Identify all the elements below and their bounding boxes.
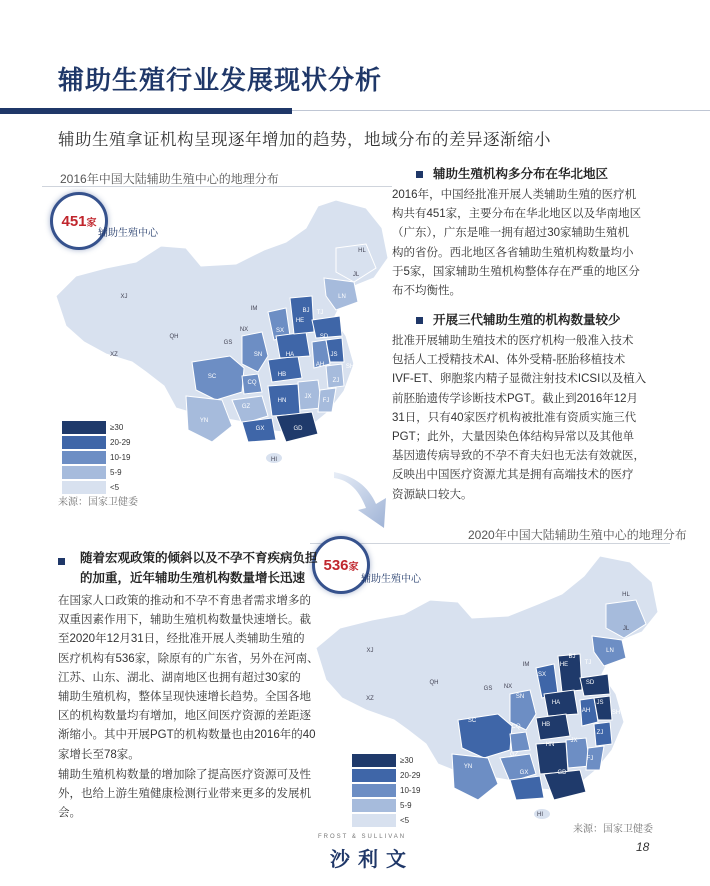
paragraph-line: 辅助生殖机构数量的增加除了提高医疗资源可及性 bbox=[58, 769, 311, 781]
legend-label: ≥30 bbox=[400, 756, 414, 765]
map-2020-badge bbox=[312, 536, 370, 594]
section1-heading bbox=[416, 164, 608, 182]
province-label-bj: BJ bbox=[302, 308, 310, 314]
province-label-js: JS bbox=[596, 700, 604, 706]
paragraph-line: 在国家人口政策的推动和不孕不育患者需求增多的 bbox=[58, 595, 311, 607]
map-2016-badge bbox=[50, 192, 108, 250]
page-subtitle: 辅助生殖拿证机构呈现逐年增加的趋势，地域分布的差异逐渐缩小 bbox=[58, 131, 551, 149]
province-label-hb: HB bbox=[541, 722, 551, 728]
map-2020-region-ha bbox=[544, 690, 578, 716]
paragraph-line: 前胚胎遗传学诊断技术PGT。截止到2016年12月 bbox=[392, 392, 639, 405]
province-label-ln: LN bbox=[338, 294, 346, 300]
province-label-sn: SN bbox=[515, 694, 525, 700]
province-label-bj: BJ bbox=[568, 654, 576, 660]
bullet-square-icon bbox=[58, 558, 65, 565]
province-label-gz: GZ bbox=[241, 404, 251, 410]
paragraph-line: 反映出中国医疗资源尤其是拥有高端技术的医疗 bbox=[392, 469, 634, 482]
map-2016-title: 2016年中国大陆辅助生殖中心的地理分布 bbox=[60, 172, 279, 186]
section2-body bbox=[392, 332, 702, 505]
legend-swatch bbox=[352, 754, 396, 767]
province-label-sh: SH bbox=[611, 710, 621, 716]
province-label-hn: HN bbox=[545, 742, 555, 748]
title-rule bbox=[292, 110, 710, 111]
province-label-hn: HN bbox=[277, 398, 287, 404]
province-label-gx: GX bbox=[255, 426, 265, 432]
province-label-ah: AH bbox=[581, 708, 591, 714]
map-2020-region-cq bbox=[510, 732, 530, 752]
map-2020-legend bbox=[352, 753, 420, 828]
map-2020-badge-caption: 辅助生殖中心 bbox=[361, 574, 421, 585]
province-label-yn: YN bbox=[463, 764, 473, 770]
paragraph-line: 包括人工授精技术AI、体外受精-胚胎移植技术 bbox=[392, 354, 626, 367]
province-label-cq: CQ bbox=[247, 380, 257, 386]
map-2020-region-gx bbox=[510, 776, 544, 800]
province-label-qh: QH bbox=[429, 680, 439, 686]
paragraph-line: 区的机构数量均有增加，地区间医疗资源的差距逐 bbox=[58, 710, 311, 723]
map-2020-badge-value: 536 bbox=[323, 556, 349, 574]
legend-item bbox=[352, 783, 420, 798]
paragraph-line: 至2020年12月31日，经批准开展人类辅助生殖的 bbox=[58, 633, 305, 646]
province-label-gd: GD bbox=[293, 426, 303, 432]
map-2020-region-sd bbox=[580, 674, 610, 696]
paragraph-line: 构的省份。西北地区各省辅助生殖机构数量均小 bbox=[392, 246, 634, 259]
section3-body bbox=[58, 592, 323, 765]
legend-label: ≥30 bbox=[110, 423, 124, 432]
province-label-gz: GZ bbox=[509, 752, 519, 758]
province-label-fj: FJ bbox=[586, 756, 594, 762]
paragraph-line: 随着宏观政策的倾斜以及不孕不育疾病负担 bbox=[80, 551, 318, 565]
map-2016-region-zj bbox=[326, 364, 344, 388]
section2-heading bbox=[416, 310, 621, 328]
footer-brand-en: FROST & SULLIVAN bbox=[318, 834, 407, 840]
province-label-gs: GS bbox=[483, 686, 493, 692]
legend-label: 5-9 bbox=[110, 468, 122, 477]
legend-label: 5-9 bbox=[400, 801, 412, 810]
bullet-square-icon bbox=[416, 171, 423, 178]
province-label-yn: YN bbox=[199, 418, 209, 424]
province-label-zj: ZJ bbox=[332, 378, 340, 384]
legend-label: 20-29 bbox=[400, 771, 421, 780]
province-label-ha: HA bbox=[285, 352, 295, 358]
legend-item bbox=[62, 465, 130, 480]
province-label-hi: HI bbox=[537, 812, 543, 818]
province-label-sd: SD bbox=[319, 334, 329, 340]
paragraph-line: 批准开展辅助生殖技术的医疗机构一般准入技术 bbox=[392, 335, 634, 347]
map-2020-title: 2020年中国大陆辅助生殖中心的地理分布 bbox=[468, 528, 687, 542]
province-label-ln: LN bbox=[606, 648, 614, 654]
legend-swatch bbox=[352, 799, 396, 812]
paragraph-line: 于5家，国家辅助生殖机构整体存在严重的地区分 bbox=[392, 265, 640, 278]
province-label-nx: NX bbox=[239, 327, 249, 333]
province-label-hl: HL bbox=[358, 248, 366, 254]
paragraph-line: 医疗机构有536家，除原有的广东省，另外在河南、 bbox=[58, 652, 319, 665]
legend-item bbox=[62, 435, 130, 450]
section3-body-2 bbox=[58, 766, 323, 824]
legend-label: 10-19 bbox=[400, 786, 421, 795]
paragraph-line: 布不均衡性。 bbox=[392, 285, 461, 298]
legend-item bbox=[62, 450, 130, 465]
province-label-sc: SC bbox=[207, 374, 217, 380]
title-underline-bar bbox=[0, 108, 292, 114]
paragraph-line: 基因遗传病导致的不孕不育夫妇也无法有效就医， bbox=[392, 450, 645, 463]
map-2016-badge-value: 451 bbox=[61, 212, 87, 230]
bullet-square-icon bbox=[416, 317, 423, 324]
paragraph-line: 江苏、山东、湖北、湖南地区也拥有超过30家的 bbox=[58, 671, 301, 684]
legend-item bbox=[352, 798, 420, 813]
province-label-he: HE bbox=[295, 318, 305, 324]
footer-brand-cn: 沙利文 bbox=[330, 849, 414, 871]
map-2016-region-he bbox=[290, 296, 314, 334]
map-2016-badge-unit: 家 bbox=[86, 217, 97, 229]
paragraph-line: 外，也给上游生殖健康检测行业带来更多的发展机 bbox=[58, 788, 311, 801]
province-label-gx: GX bbox=[519, 770, 529, 776]
legend-swatch bbox=[62, 466, 106, 479]
province-label-sx: SX bbox=[275, 328, 285, 334]
map-2016-badge-caption: 辅助生殖中心 bbox=[98, 228, 158, 239]
section1-body bbox=[392, 186, 702, 301]
province-label-hl: HL bbox=[622, 592, 630, 598]
paragraph-line: 家增长至78家。 bbox=[58, 748, 140, 761]
legend-swatch bbox=[352, 784, 396, 797]
province-label-fj: FJ bbox=[322, 398, 330, 404]
province-label-xz: XZ bbox=[110, 352, 118, 358]
province-label-js: JS bbox=[330, 352, 338, 358]
legend-label: <5 bbox=[110, 483, 120, 492]
paragraph-line: 构共有451家，主要分布在华北地区以及华南地区 bbox=[392, 208, 642, 221]
province-label-tj: TJ bbox=[316, 310, 324, 316]
legend-swatch bbox=[62, 451, 106, 464]
province-label-he: HE bbox=[559, 662, 569, 668]
paragraph-line: 辅助生殖机构，整体呈现快速增长趋势。全国各地 bbox=[58, 691, 311, 704]
paragraph-line: 31日，只有40家医疗机构被批准有资质实施三代 bbox=[392, 411, 637, 424]
paragraph-line: PGT；此外，大量因染色体结构异常以及其他单 bbox=[392, 431, 635, 444]
legend-item bbox=[352, 753, 420, 768]
province-label-jx: JX bbox=[304, 394, 312, 400]
province-label-hi: HI bbox=[271, 457, 277, 463]
province-label-im: IM bbox=[522, 662, 530, 668]
legend-item bbox=[352, 813, 420, 828]
paragraph-line: 双重因素作用下，辅助生殖机构数量快速增长。截 bbox=[58, 614, 311, 627]
paragraph-line: 的加重，近年辅助生殖机构数量增长迅速 bbox=[80, 571, 306, 585]
legend-label: 10-19 bbox=[110, 453, 131, 462]
page-title: 辅助生殖行业发展现状分析 bbox=[58, 65, 383, 95]
province-label-sh: SH bbox=[345, 364, 355, 370]
province-label-ha: HA bbox=[551, 700, 561, 706]
province-label-hb: HB bbox=[277, 372, 287, 378]
legend-swatch bbox=[62, 421, 106, 434]
section3-bullet bbox=[58, 552, 65, 570]
paragraph-line: （广东），广东是唯一拥有超过30家辅助生殖机 bbox=[392, 227, 630, 240]
transition-arrow-icon bbox=[330, 470, 394, 534]
map-2020-badge-unit: 家 bbox=[348, 561, 359, 573]
legend-label: <5 bbox=[400, 816, 410, 825]
province-label-sn: SN bbox=[253, 352, 263, 358]
map-2016-source: 来源：国家卫健委 bbox=[58, 497, 138, 508]
legend-swatch bbox=[62, 436, 106, 449]
province-label-tj: TJ bbox=[584, 660, 592, 666]
legend-label: 20-29 bbox=[110, 438, 131, 447]
province-label-gs: GS bbox=[223, 340, 233, 346]
province-label-ah: AH bbox=[315, 362, 325, 368]
paragraph-line: 资源缺口较大。 bbox=[392, 488, 473, 501]
section2-heading-text: 开展三代辅助生殖的机构数量较少 bbox=[433, 313, 621, 327]
legend-item bbox=[62, 420, 130, 435]
paragraph-line: IVF-ET、卵胞浆内精子显微注射技术ICSI以及植入 bbox=[392, 373, 647, 386]
province-label-xj: XJ bbox=[120, 294, 128, 300]
province-label-jl: JL bbox=[352, 272, 360, 278]
province-label-nx: NX bbox=[503, 684, 513, 690]
page-number: 18 bbox=[636, 840, 650, 854]
section1-heading-text: 辅助生殖机构多分布在华北地区 bbox=[433, 167, 609, 181]
province-label-qh: QH bbox=[169, 334, 179, 340]
province-label-jl: JL bbox=[622, 626, 630, 632]
paragraph-line: 会。 bbox=[58, 807, 81, 820]
province-label-sc: SC bbox=[467, 718, 477, 724]
map-2020-source: 来源：国家卫健委 bbox=[573, 824, 653, 835]
province-label-xz: XZ bbox=[366, 696, 374, 702]
legend-swatch bbox=[352, 769, 396, 782]
legend-item bbox=[352, 768, 420, 783]
paragraph-line: 2016年，中国经批准开展人类辅助生殖的医疗机 bbox=[392, 189, 637, 201]
province-label-sd: SD bbox=[585, 680, 595, 686]
province-label-xj: XJ bbox=[366, 648, 374, 654]
province-label-jx: JX bbox=[570, 738, 578, 744]
map-2020-title-rule bbox=[310, 543, 670, 544]
map-2016-region-hb bbox=[268, 356, 302, 382]
paragraph-line: 渐缩小。其中开展PGT的机构数量也由2016年的40 bbox=[58, 729, 316, 742]
province-label-gd: GD bbox=[557, 770, 567, 776]
province-label-zj: ZJ bbox=[596, 730, 604, 736]
province-label-im: IM bbox=[250, 306, 258, 312]
section3-heading bbox=[80, 548, 318, 588]
legend-swatch bbox=[352, 814, 396, 827]
map-2016-legend bbox=[62, 420, 130, 495]
province-label-cq: CQ bbox=[511, 724, 521, 730]
province-label-sx: SX bbox=[537, 672, 547, 678]
